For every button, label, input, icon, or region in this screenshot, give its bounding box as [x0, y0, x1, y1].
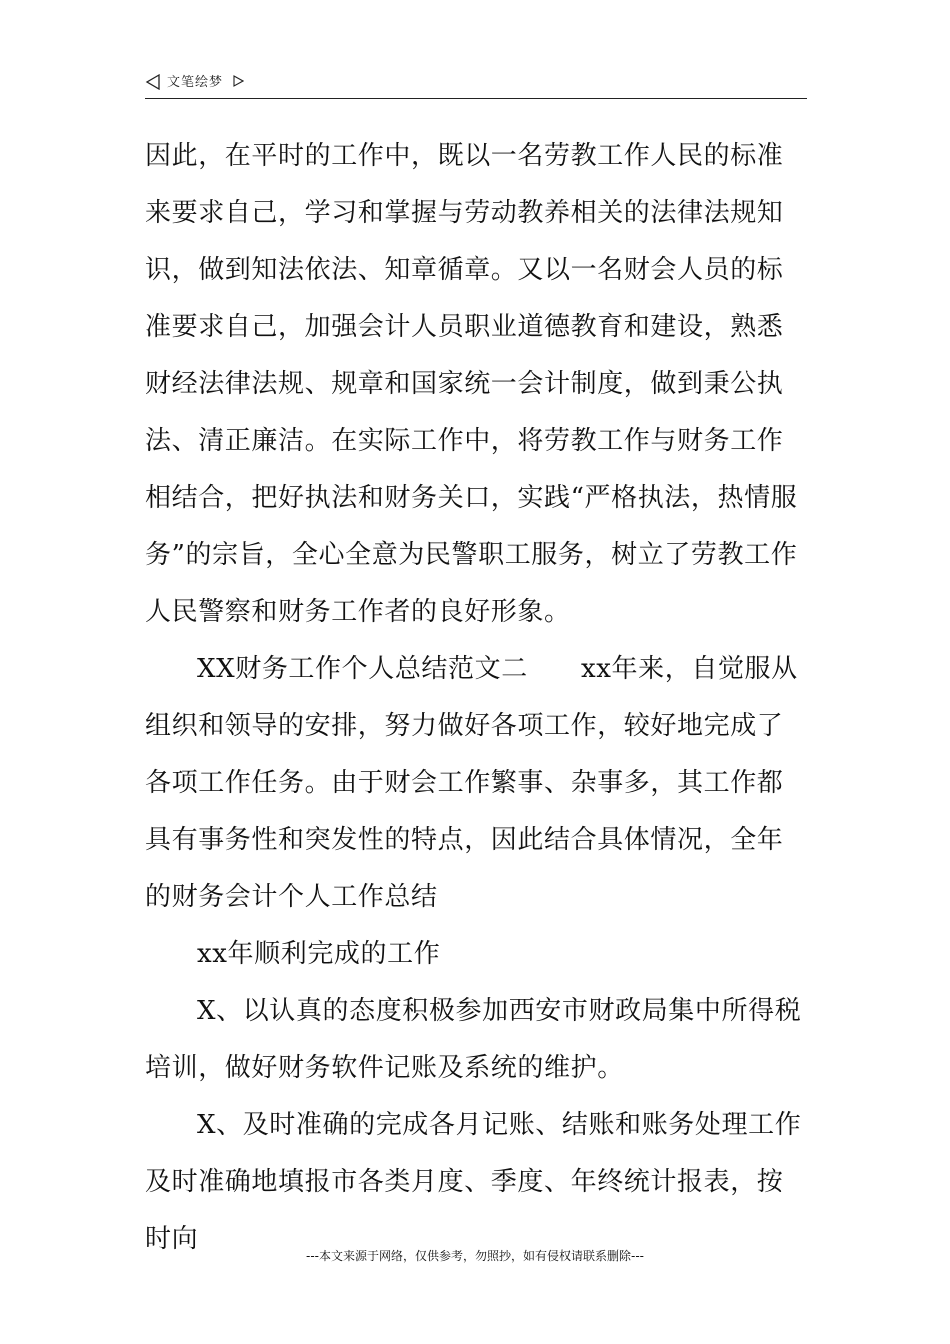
footer-disclaimer: ---本文来源于网络，仅供参考，勿照抄，如有侵权请联系删除--- [306, 1249, 644, 1263]
triangle-right-icon [233, 75, 244, 87]
body-paragraph: X、及时准确的完成各月记账、结账和账务处理工作及时准确地填报市各类月度、季度、年终统计报表，按时向 [145, 1110, 802, 1254]
triangle-left-icon [145, 74, 161, 90]
header-title: 文笔绘梦 [167, 75, 224, 90]
body-paragraph: 因此，在平时的工作中，既以一名劳教工作人民的标准来要求自己，学习和掌握与劳动教养相关的法律法规知识，做到知法依法、知章循章。又以一名财会人员的标准要求自己，加强会计人员职业道德教育和建设，熟悉财经法律法规、规章和国家统一会计制度，做到秉公执法、清正廉洁。在实际工作中，将劳教工作与财务工作相结合，把好执法和财务关口，实践“严格执法，热情服务”的宗旨，全心全意为民警职工服务，树立了劳教工作人民警察和财务工作者的良好形象。 [145, 141, 798, 627]
document-body [145, 128, 809, 1268]
page-header [145, 72, 807, 99]
body-paragraph: xx年顺利完成的工作 [197, 939, 441, 969]
body-paragraph: X、以认真的态度积极参加西安市财政局集中所得税培训，做好财务软件记账及系统的维护。 [145, 996, 802, 1083]
body-paragraph: XX财务工作个人总结范文二 xx年来，自觉服从组织和领导的安排，努力做好各项工作，较好地完成了各项工作任务。由于财会工作繁事、杂事多，其工作都具有事务性和突发性的特点，因此结合具体情况，全年的财务会计个人工作总结 [145, 654, 798, 912]
